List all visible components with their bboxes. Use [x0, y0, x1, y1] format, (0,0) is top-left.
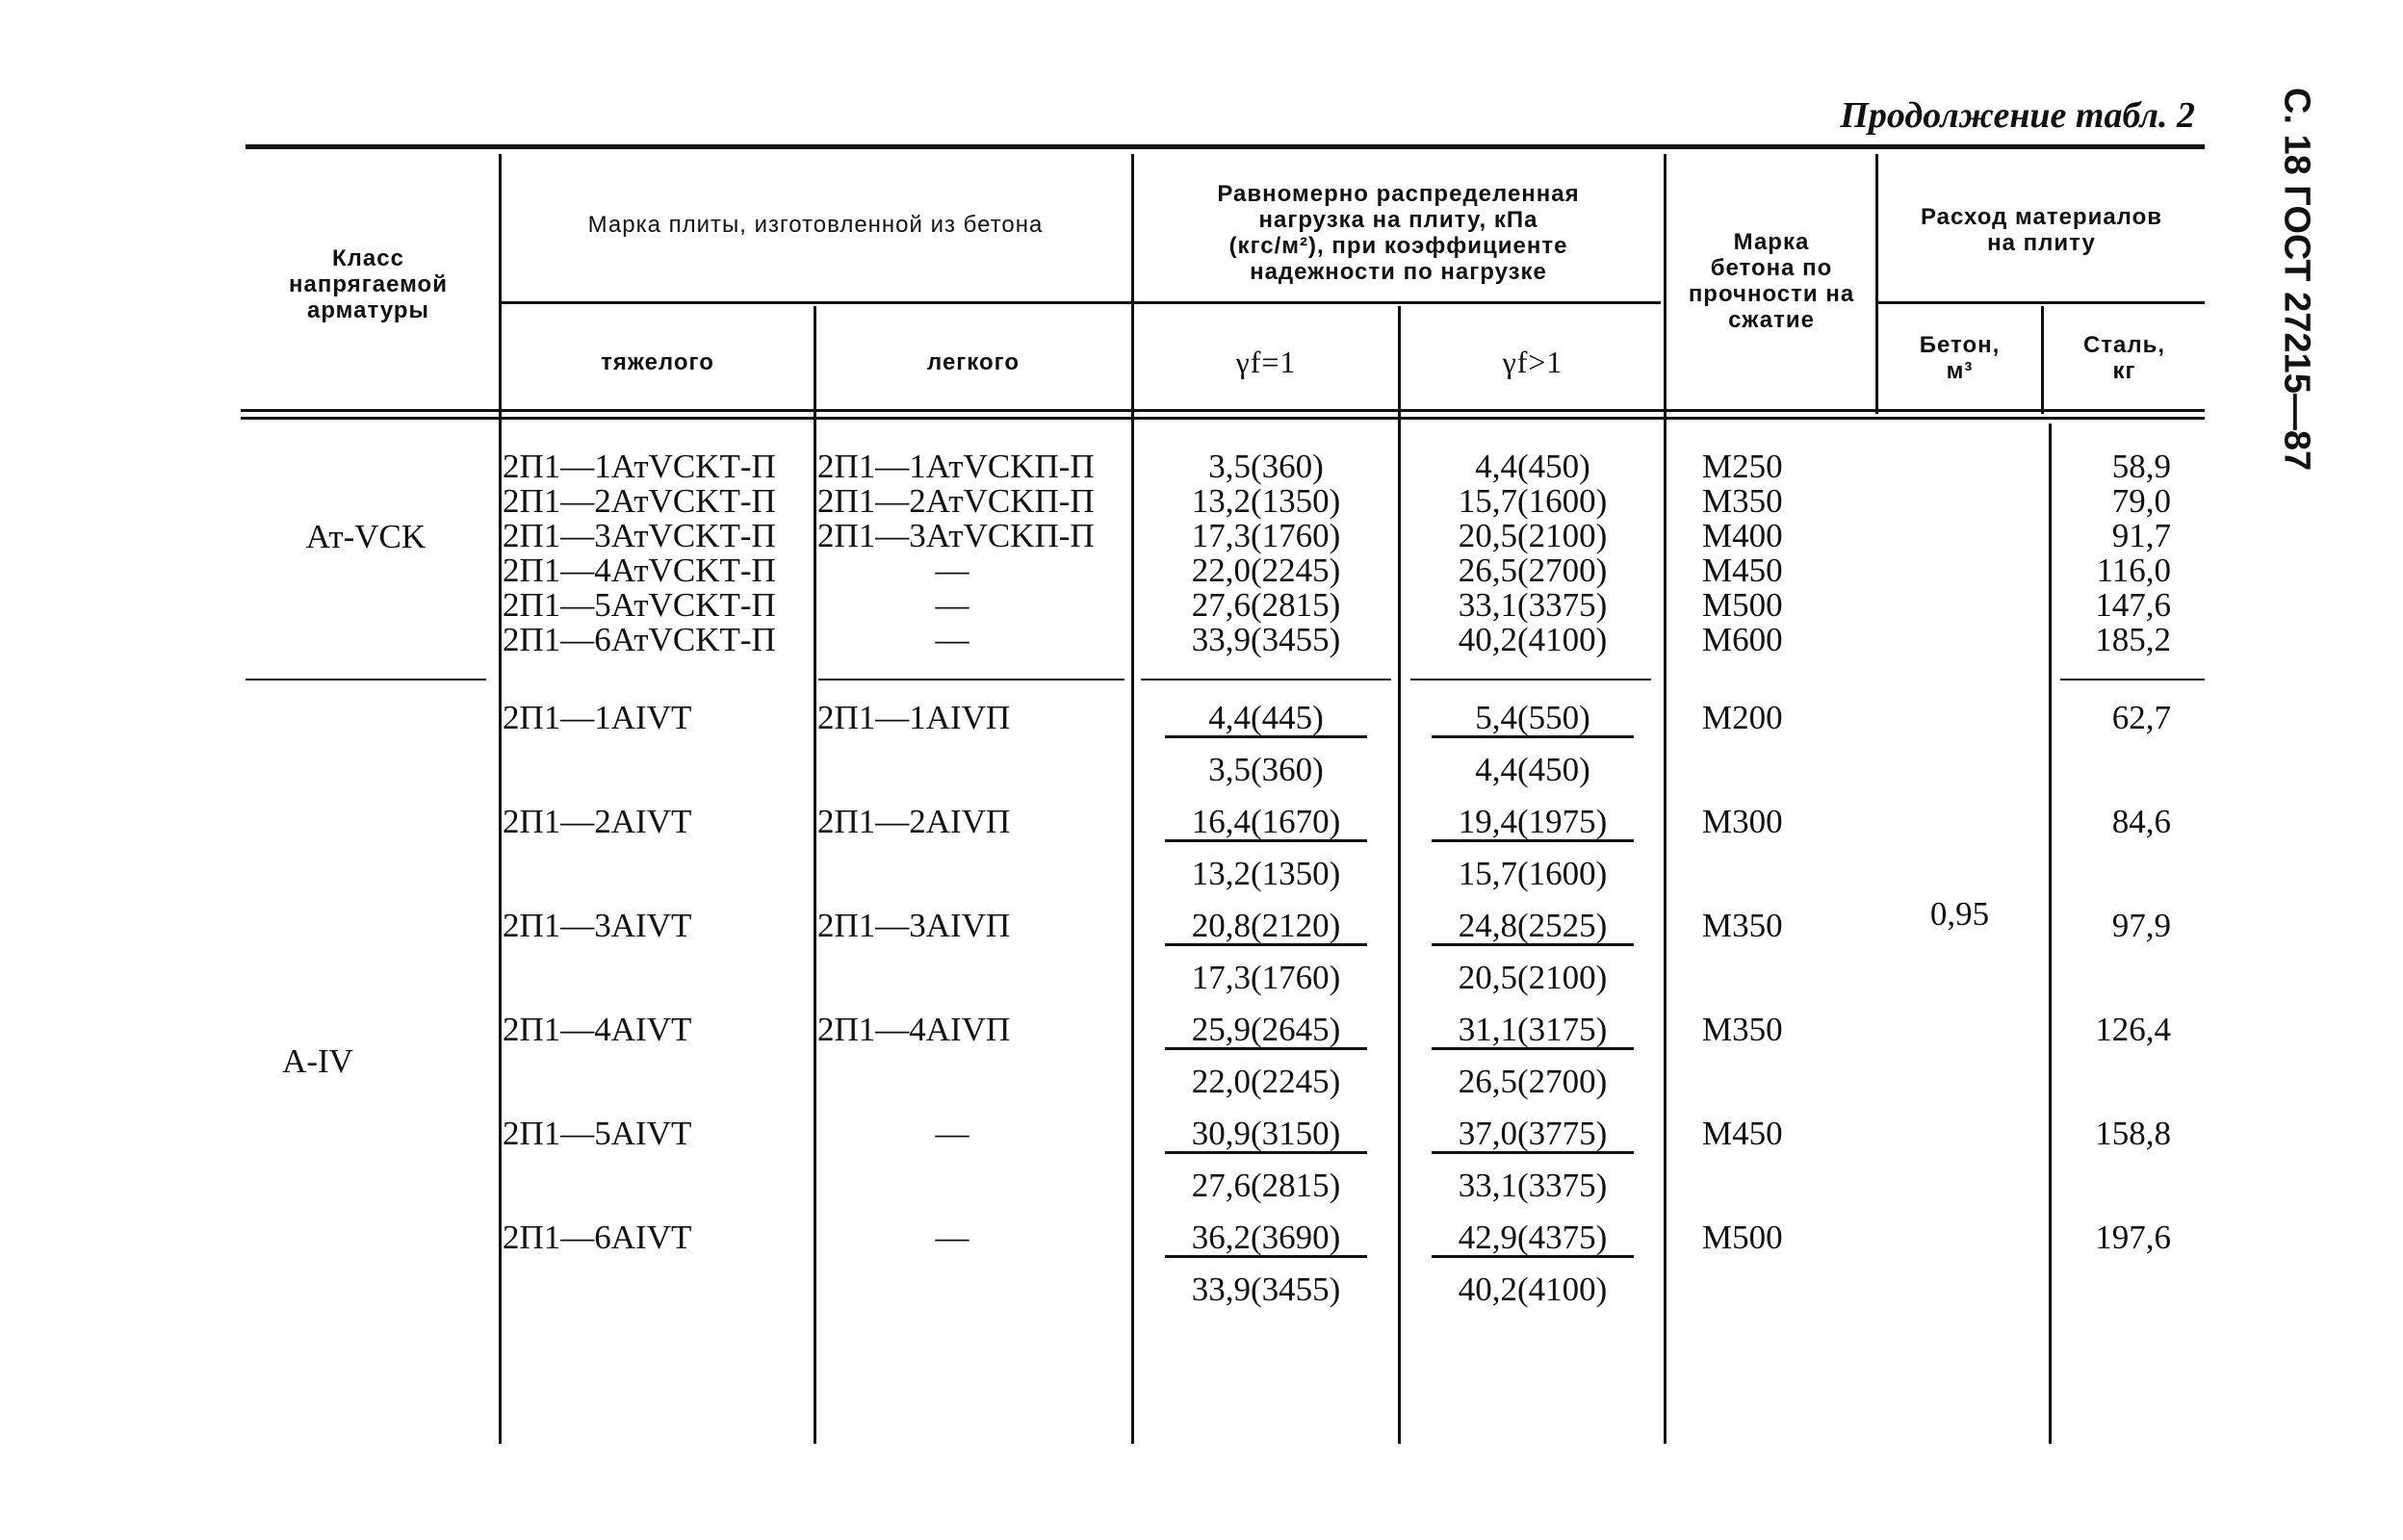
a-light-mark: 2П1—2АIVП [817, 803, 1011, 840]
column-divider-2 [814, 306, 816, 1444]
header-gamma-gt: γf>1 [1502, 345, 1563, 379]
column-divider-6 [1875, 154, 1878, 414]
a-load-gt-top: 24,8(2525) [1432, 909, 1634, 946]
table-cell: 4,4(450) [1475, 448, 1590, 485]
table-cell: 2П1—3АтVCKП-П [817, 517, 1095, 554]
at-concrete-marks [1702, 449, 1866, 657]
a-load-gt-bottom: 40,2(4100) [1458, 1270, 1608, 1308]
at-light-marks [817, 449, 1129, 657]
table-cell: 26,5(2700) [1458, 552, 1608, 589]
a-load-gt-bottom: 15,7(1600) [1458, 855, 1608, 892]
header-concrete-mark-line: прочности на [1688, 281, 1855, 307]
group-separator-load-2 [1410, 679, 1651, 680]
a-load-gt-top: 31,1(3175) [1432, 1013, 1634, 1050]
table-cell: М450 [1702, 552, 1783, 589]
table-cell: 3,5(360) [1208, 448, 1324, 485]
table-cell: М500 [1702, 586, 1783, 624]
class-label-a-iv: A-IV [282, 1042, 353, 1080]
header-heavy: тяжелого [601, 349, 714, 375]
group-separator-marks [818, 679, 1124, 680]
table-cell: 91,7 [2111, 517, 2171, 554]
a-load-eq-bottom: 3,5(360) [1208, 751, 1324, 788]
a-heavy-mark: 2П1—6АIVТ [503, 1219, 692, 1256]
a-concrete-mark: М200 [1702, 699, 1783, 736]
column-divider-7 [2041, 306, 2044, 414]
a-load-eq-bottom: 13,2(1350) [1191, 855, 1341, 892]
a-concrete-mark: М500 [1702, 1219, 1783, 1256]
header-consumption-line: на плиту [1987, 230, 2096, 256]
a-light-mark: 2П1—4АIVП [817, 1011, 1011, 1048]
header-load-line: Равномерно распределенная [1217, 181, 1580, 207]
header-steel [2046, 332, 2203, 384]
table-cell: 2П1—2АтVCKП-П [817, 482, 1095, 520]
table-cell: 33,1(3375) [1458, 586, 1608, 624]
header-subgroup-rule [501, 301, 1661, 304]
a-load-gt-bottom: 4,4(450) [1475, 751, 1590, 788]
header-concrete-mark-line: сжатие [1728, 307, 1815, 333]
header-bottom-rule-2 [241, 417, 2205, 420]
group-separator-load [1141, 679, 1391, 680]
a-load-gt-bottom: 20,5(2100) [1458, 959, 1608, 996]
table-top-rule [245, 144, 2205, 149]
table-cell: — [935, 586, 969, 624]
a-heavy-mark: 2П1—4АIVТ [503, 1011, 692, 1048]
a-steel-value: 197,6 [2095, 1219, 2171, 1256]
table-cell: М400 [1702, 517, 1783, 554]
a-light-mark: — [935, 1219, 969, 1256]
header-gamma-eq: γf=1 [1235, 345, 1297, 379]
table-cell: 2П1—1АтVCKП-П [817, 448, 1095, 485]
at-load-gamma-gt [1403, 449, 1663, 657]
table-cell: 27,6(2815) [1191, 586, 1341, 624]
a-steel-value: 126,4 [2095, 1011, 2171, 1048]
header-concrete-line: м³ [1946, 358, 1974, 384]
header-load-line: надежности по нагрузке [1250, 259, 1547, 285]
a-concrete-mark: М450 [1702, 1115, 1783, 1152]
header-light: легкого [927, 349, 1020, 375]
table-cell: — [935, 621, 969, 658]
table-cell: М350 [1702, 482, 1783, 520]
a-load-gt-bottom: 33,1(3375) [1458, 1167, 1608, 1204]
header-concrete-line: Бетон, [1919, 332, 2001, 358]
header-class-line: напрягаемой [289, 271, 448, 297]
a-load-gt-top: 37,0(3775) [1432, 1116, 1634, 1154]
column-divider-1 [499, 154, 502, 1444]
a-steel-value: 84,6 [2111, 803, 2171, 840]
a-heavy-mark: 2П1—3АIVТ [503, 907, 692, 944]
a-load-eq-top: 16,4(1670) [1165, 805, 1367, 842]
table-cell: 17,3(1760) [1191, 517, 1341, 554]
table-cell: 22,0(2245) [1191, 552, 1341, 589]
a-load-eq-bottom: 22,0(2245) [1191, 1063, 1341, 1100]
table-cell: 2П1—6АтVCKТ-П [503, 621, 776, 658]
a-light-mark: 2П1—3АIVП [817, 907, 1011, 944]
class-label-at-vck: Ат-VCK [305, 518, 426, 555]
column-divider-8 [2049, 424, 2052, 1444]
page-running-title [2267, 87, 2325, 472]
a-load-gt-bottom: 26,5(2700) [1458, 1063, 1608, 1100]
a-load-gt-top: 19,4(1975) [1432, 805, 1634, 842]
table-cell: 2П1—5АтVCKТ-П [503, 586, 776, 624]
table-cell: М600 [1702, 621, 1783, 658]
a-heavy-mark: 2П1—2АIVТ [503, 803, 692, 840]
table-cell: 40,2(4100) [1458, 621, 1608, 658]
table-cell: 13,2(1350) [1191, 482, 1341, 520]
a-load-eq-bottom: 33,9(3455) [1191, 1270, 1341, 1308]
table-cell: 147,6 [2095, 586, 2171, 624]
a-steel-value: 97,9 [2111, 907, 2171, 944]
column-divider-5 [1664, 154, 1667, 1444]
a-load-gt-top: 5,4(550) [1432, 701, 1634, 738]
header-subgroup-rule-consumption [1877, 301, 2205, 304]
table-cell: 33,9(3455) [1191, 621, 1341, 658]
header-bottom-rule-1 [241, 409, 2205, 412]
table-continuation-caption: Продолжение табл. 2 [1840, 95, 2195, 136]
running-title-text: С. 18 ГОСТ 27215—87 [2276, 87, 2317, 472]
a-light-mark: — [935, 1115, 969, 1152]
header-load-line: нагрузка на плиту, кПа [1258, 207, 1538, 233]
a-light-mark: 2П1—1АIVП [817, 699, 1011, 736]
header-reinforcement-class [245, 245, 491, 323]
table-cell: 116,0 [2096, 552, 2171, 589]
column-divider-4 [1398, 306, 1401, 1444]
table-cell: 2П1—2АтVCKТ-П [503, 482, 776, 520]
a-concrete-mark: М350 [1702, 1011, 1783, 1048]
at-load-gamma-eq [1136, 449, 1396, 657]
header-mark-group-text: Марка плиты, изготовленной из бетона [587, 212, 1044, 238]
header-consumption-line: Расход материалов [1920, 204, 2163, 230]
a-load-eq-top: 25,9(2645) [1165, 1013, 1367, 1050]
header-steel-line: кг [2112, 358, 2136, 384]
header-concrete-mark-line: Марка [1733, 229, 1810, 255]
a-steel-value: 158,8 [2095, 1115, 2171, 1152]
a-load-eq-bottom: 27,6(2815) [1191, 1167, 1341, 1204]
a-load-eq-top: 4,4(445) [1165, 701, 1367, 738]
table-cell: 20,5(2100) [1458, 517, 1608, 554]
table-cell: 185,2 [2095, 621, 2171, 658]
header-steel-line: Сталь, [2082, 332, 2166, 358]
header-consumption-group [1880, 204, 2203, 256]
header-class-line: Класс [332, 245, 404, 271]
a-heavy-mark: 2П1—5АIVТ [503, 1115, 692, 1152]
header-load-line: (кгс/м²), при коэффициенте [1228, 233, 1568, 259]
table-cell: 2П1—1АтVCKТ-П [503, 448, 776, 485]
a-load-gt-top: 42,9(4375) [1432, 1220, 1634, 1258]
header-mark-group [503, 212, 1128, 238]
header-concrete-mark [1668, 229, 1874, 333]
table-cell: — [935, 552, 969, 589]
group-separator-class [245, 679, 486, 680]
a-concrete-mark: М300 [1702, 803, 1783, 840]
header-class-line: арматуры [306, 297, 429, 323]
a-load-eq-top: 30,9(3150) [1165, 1116, 1367, 1154]
at-steel-values [2060, 449, 2171, 657]
a-load-eq-top: 36,2(3690) [1165, 1220, 1367, 1258]
header-concrete-mark-line: бетона по [1710, 255, 1833, 281]
header-load-group [1136, 181, 1661, 285]
group-separator-steel [2060, 679, 2205, 680]
a-concrete-mark: М350 [1702, 907, 1783, 944]
a-load-eq-top: 20,8(2120) [1165, 909, 1367, 946]
at-heavy-marks [503, 449, 813, 657]
table-cell: 79,0 [2111, 482, 2171, 520]
concrete-volume-value: 0,95 [1929, 895, 1990, 933]
table-cell: 2П1—4АтVCKТ-П [503, 552, 776, 589]
a-heavy-mark: 2П1—1АIVТ [503, 699, 692, 736]
table-cell: М250 [1702, 448, 1783, 485]
column-divider-3 [1131, 154, 1134, 1444]
table-cell: 2П1—3АтVCKТ-П [503, 517, 776, 554]
a-load-eq-bottom: 17,3(1760) [1191, 959, 1341, 996]
header-concrete-volume [1880, 332, 2039, 384]
table-cell: 58,9 [2111, 448, 2171, 485]
table-cell: 15,7(1600) [1458, 482, 1608, 520]
a-steel-value: 62,7 [2111, 699, 2171, 736]
